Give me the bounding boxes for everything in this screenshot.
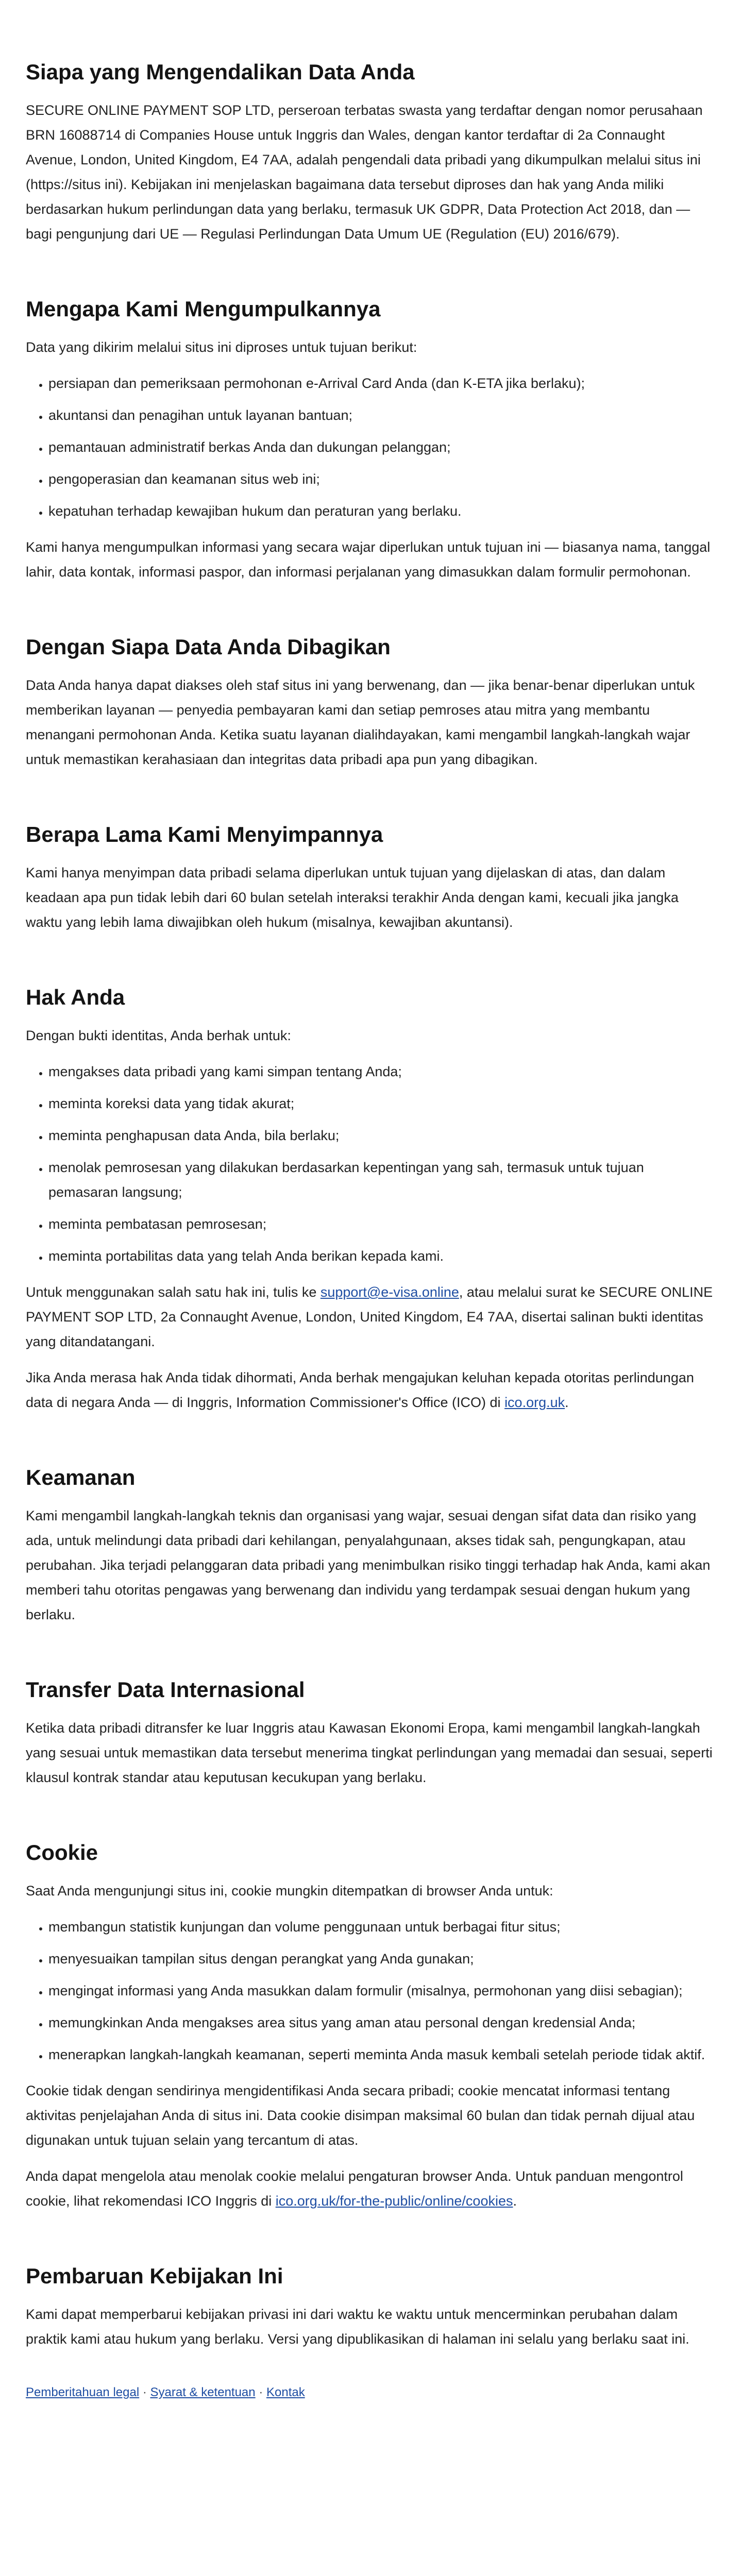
cookie-guidance-paragraph — [26, 2164, 716, 2213]
section-why — [26, 296, 716, 584]
ico-cookies-link[interactable]: ico.org.uk/for-the-public/online/cookies — [275, 2193, 513, 2209]
section-title: Pembaruan Kebijakan Ini — [26, 2264, 283, 2288]
text: Anda dapat mengelola atau menolak cookie melalui pengaturan browser Anda. Untuk panduan mengontrol cookie, lihat rekomendasi ICO Inggris di — [26, 2168, 683, 2209]
text: . — [565, 1395, 569, 1410]
section-title: Mengapa Kami Mengumpulkannya — [26, 297, 381, 321]
section-title: Cookie — [26, 1840, 98, 1865]
list-item: • menerapkan langkah-langkah keamanan, seperti meminta Anda masuk kembali setelah periode tidak aktif. — [48, 2042, 716, 2067]
complaint-paragraph — [26, 1365, 716, 1415]
list-item: • pemantauan administratif berkas Anda dan dukungan pelanggan; — [48, 435, 716, 460]
paragraph: Saat Anda mengunjungi situs ini, cookie mungkin ditempatkan di browser Anda untuk: — [26, 1883, 553, 1899]
section-title: Transfer Data Internasional — [26, 1677, 305, 1702]
paragraph: Kami hanya mengumpulkan informasi yang secara wajar diperlukan untuk tujuan ini — biasanya nama, tanggal lahir, data kontak, informasi paspor, dan informasi perjalanan yang dimasukkan dalam formulir permohonan. — [26, 539, 711, 580]
list-item: • persiapan dan pemeriksaan permohonan e-Arrival Card Anda (dan K-ETA jika berlaku); — [48, 371, 716, 396]
purpose-list — [26, 371, 716, 523]
text: Untuk menggunakan salah satu hak ini, tulis ke — [26, 1284, 321, 1300]
section-title: Dengan Siapa Data Anda Dibagikan — [26, 635, 391, 659]
section-cookie — [26, 1839, 716, 2213]
list-item: • menyesuaikan tampilan situs dengan perangkat yang Anda gunakan; — [48, 1946, 716, 1971]
footer-links — [26, 2382, 716, 2403]
list-item: • kepatuhan terhadap kewajiban hukum dan peraturan yang berlaku. — [48, 499, 716, 523]
section-security — [26, 1464, 716, 1627]
section-title: Hak Anda — [26, 985, 125, 1009]
paragraph: Kami mengambil langkah-langkah teknis dan organisasi yang wajar, sesuai dengan sifat data dan risiko yang ada, untuk melindungi data pribadi dari kehilangan, penyalahgunaan, akses tidak sah, pengungkapan, atau perubahan. Jika terjadi pelanggaran data pribadi yang menimbulkan risiko tinggi terhadap hak Anda, kami akan memberi tahu otoritas pengawas yang berwenang dan individu yang terdampak sesuai dengan hukum yang berlaku. — [26, 1508, 711, 1622]
list-item: • mengingat informasi yang Anda masukkan dalam formulir (misalnya, permohonan yang diisi sebagian); — [48, 1978, 716, 2003]
contact-paragraph — [26, 1280, 716, 1354]
section-retention — [26, 821, 716, 935]
section-updates — [26, 2263, 716, 2351]
paragraph: Kami dapat memperbarui kebijakan privasi ini dari waktu ke waktu untuk mencerminkan perubahan dalam praktik kami atau hukum yang berlaku. Versi yang dipublikasikan di halaman ini selalu yang berlaku saat ini. — [26, 2307, 689, 2347]
paragraph: Dengan bukti identitas, Anda berhak untuk: — [26, 1028, 291, 1043]
section-title: Berapa Lama Kami Menyimpannya — [26, 822, 383, 846]
section-transfer — [26, 1676, 716, 1790]
list-item: • menolak pemrosesan yang dilakukan berdasarkan kepentingan yang sah, termasuk untuk tujuan pemasaran langsung; — [48, 1155, 716, 1205]
footer-separator: · — [259, 2385, 263, 2399]
list-item: • mengakses data pribadi yang kami simpan tentang Anda; — [48, 1059, 716, 1084]
rights-list — [26, 1059, 716, 1268]
list-item: • meminta pembatasan pemrosesan; — [48, 1212, 716, 1236]
paragraph: Ketika data pribadi ditransfer ke luar Inggris atau Kawasan Ekonomi Eropa, kami mengambil langkah-langkah yang sesuai untuk memastikan data tersebut menerima tingkat perlindungan yang memadai dan sesuai, seperti klausul kontrak standar atau keputusan kecukupan yang berlaku. — [26, 1720, 713, 1785]
list-item: • meminta penghapusan data Anda, bila berlaku; — [48, 1123, 716, 1148]
list-item: • meminta koreksi data yang tidak akurat; — [48, 1091, 716, 1116]
paragraph: Data Anda hanya dapat diakses oleh staf situs ini yang berwenang, dan — jika benar-benar diperlukan untuk memberikan layanan — penyedia pembayaran kami dan setiap pemroses atau mitra yang membantu menangani permohonan Anda. Ketika suatu layanan dialihdayakan, kami mengambil langkah-langkah wajar untuk memastikan kerahasiaan dan integritas data pribadi apa pun yang dibagikan. — [26, 677, 695, 767]
list-item: • memungkinkan Anda mengakses area situs yang aman atau personal dengan kredensial Anda; — [48, 2010, 716, 2035]
support-email-link[interactable]: support@e-visa.online — [320, 1284, 459, 1300]
section-title: Keamanan — [26, 1465, 136, 1489]
ico-link[interactable]: ico.org.uk — [504, 1395, 565, 1410]
cookie-list — [26, 1914, 716, 2067]
section-title: Siapa yang Mengendalikan Data Anda — [26, 60, 415, 84]
section-controller — [26, 59, 716, 246]
list-item: • akuntansi dan penagihan untuk layanan bantuan; — [48, 403, 716, 428]
footer-link-contact[interactable]: Kontak — [266, 2385, 305, 2399]
paragraph: Kami hanya menyimpan data pribadi selama diperlukan untuk tujuan yang dijelaskan di atas, dan dalam keadaan apa pun tidak lebih dari 60 bulan setelah interaksi terakhir Anda dengan kami, kecuali jika jangka waktu yang lebih lama diwajibkan oleh hukum (misalnya, kewajiban akuntansi). — [26, 865, 679, 930]
text: . — [513, 2193, 517, 2209]
text: Jika Anda merasa hak Anda tidak dihormati, Anda berhak mengajukan keluhan kepada otoritas perlindungan data di negara Anda — di Inggris, Information Commissioner's Office (ICO) di — [26, 1370, 694, 1410]
paragraph: Cookie tidak dengan sendirinya mengidentifikasi Anda secara pribadi; cookie mencatat informasi tentang aktivitas penjelajahan Anda di situs ini. Data cookie disimpan maksimal 60 bulan dan tidak pernah dijual atau digunakan untuk tujuan selain yang tercantum di atas. — [26, 2083, 695, 2148]
list-item: • meminta portabilitas data yang telah Anda berikan kepada kami. — [48, 1244, 716, 1268]
footer-separator: · — [142, 2385, 147, 2399]
list-item: • pengoperasian dan keamanan situs web ini; — [48, 467, 716, 492]
section-shared — [26, 634, 716, 772]
section-rights — [26, 984, 716, 1415]
footer-link-legal-notice[interactable]: Pemberitahuan legal — [26, 2385, 140, 2399]
text: , atau melalui surat ke SECURE ONLINE PAYMENT SOP LTD, 2a Connaught Avenue, London, United Kingdom, E4 7AA, disertai salinan bukti identitas yang ditandatangani. — [26, 1284, 713, 1349]
paragraph: Data yang dikirim melalui situs ini diproses untuk tujuan berikut: — [26, 340, 417, 355]
list-item: • membangun statistik kunjungan dan volume penggunaan untuk berbagai fitur situs; — [48, 1914, 716, 1939]
paragraph: SECURE ONLINE PAYMENT SOP LTD, perseroan terbatas swasta yang terdaftar dengan nomor perusahaan BRN 16088714 di Companies House untuk Inggris dan Wales, dengan kantor terdaftar di 2a Connaught Avenue, London, United Kingdom, E4 7AA, adalah pengendali data pribadi yang dikumpulkan melalui situs ini (https://situs ini). Kebijakan ini menjelaskan bagaimana data tersebut diproses dan hak yang Anda miliki berdasarkan hukum perlindungan data yang berlaku, termasuk UK GDPR, Data Protection Act 2018, dan — bagi pengunjung dari UE — Regulasi Perlindungan Data Umum UE (Regulation (EU) 2016/679). — [26, 103, 703, 242]
footer-link-terms[interactable]: Syarat & ketentuan — [150, 2385, 256, 2399]
